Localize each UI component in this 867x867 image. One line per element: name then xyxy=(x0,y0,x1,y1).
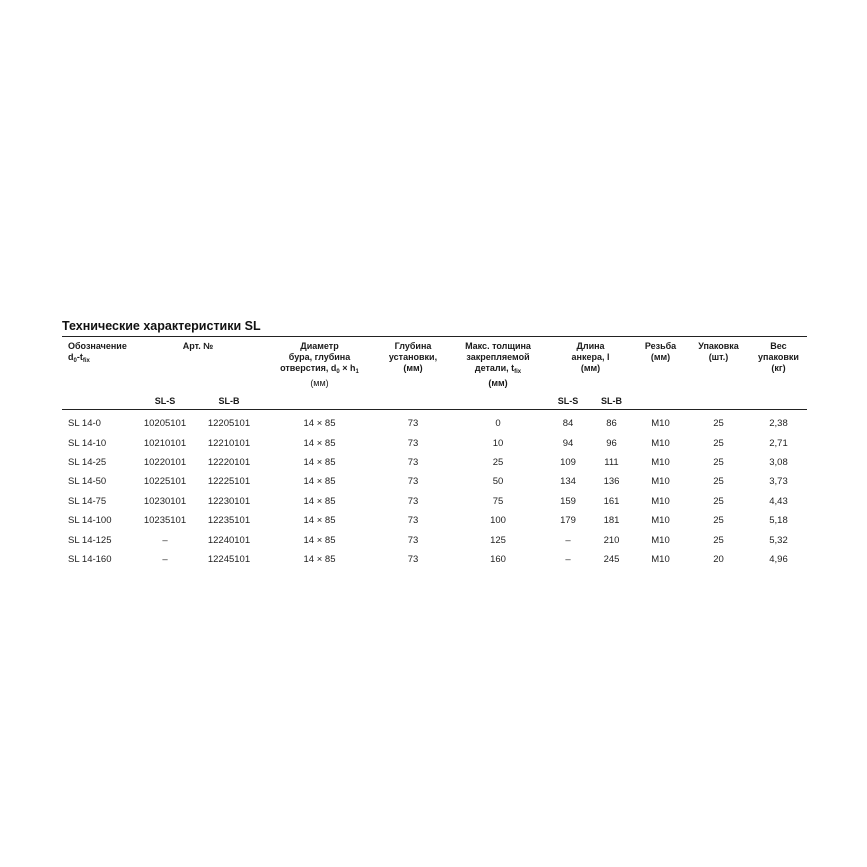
cell-length-slb: 111 xyxy=(604,456,619,468)
header-row xyxy=(62,337,807,393)
header-depth-l1: Глубина xyxy=(394,341,432,351)
cell-pack: 25 xyxy=(713,495,724,507)
header-fix-l2: закрепляемой xyxy=(466,352,530,362)
cell-drill: 14 × 85 xyxy=(303,456,336,468)
header-depth-unit: (мм) xyxy=(403,363,423,373)
cell-pack: 20 xyxy=(713,553,724,565)
cell-designation: SL 14-50 xyxy=(68,476,107,488)
table-body xyxy=(62,410,807,569)
cell-length-slb: 245 xyxy=(603,553,620,565)
header-length-unit: (мм) xyxy=(580,363,601,373)
cell-length-slb: 161 xyxy=(603,495,620,507)
cell-art-slb: 12210101 xyxy=(207,437,251,449)
cell-length-slb: 86 xyxy=(606,418,617,430)
table-row xyxy=(62,492,807,511)
header-length-sls: SL-S xyxy=(557,396,579,406)
cell-length-sls: – xyxy=(565,534,571,546)
header-fix-l1: Макс. толщина xyxy=(465,341,531,351)
table-row xyxy=(62,433,807,452)
cell-length-sls: – xyxy=(565,553,571,565)
cell-thread: M10 xyxy=(651,437,670,449)
cell-drill: 14 × 85 xyxy=(303,476,336,488)
header-drill-l2: бура, глубина xyxy=(288,352,351,362)
cell-length-sls: 134 xyxy=(560,476,576,488)
cell-pack: 25 xyxy=(713,456,724,468)
cell-length-slb: 210 xyxy=(603,534,620,546)
cell-art-slb: 12225101 xyxy=(207,476,251,488)
header-thread-l1: Резьба xyxy=(644,341,677,351)
cell-art-slb: 12245101 xyxy=(207,553,251,565)
table-row xyxy=(62,410,807,433)
header-thread-unit: (мм) xyxy=(650,352,671,362)
cell-weight: 3,08 xyxy=(769,456,788,468)
cell-art-sls: 10220101 xyxy=(143,456,187,468)
header-art-slb: SL-B xyxy=(218,396,240,406)
table-row xyxy=(62,530,807,549)
cell-depth: 73 xyxy=(407,515,419,527)
header-designation-sep: -t xyxy=(76,352,83,362)
cell-fix: 10 xyxy=(492,437,504,449)
cell-depth: 73 xyxy=(407,495,419,507)
cell-fix: 50 xyxy=(492,476,504,488)
table-row xyxy=(62,550,807,569)
cell-weight: 5,32 xyxy=(769,534,788,546)
cell-depth: 73 xyxy=(407,437,419,449)
cell-thread: M10 xyxy=(651,456,670,468)
header-fix-unit: (мм) xyxy=(488,378,508,388)
header-weight-l1: Вес xyxy=(770,341,787,351)
cell-designation: SL 14-125 xyxy=(68,534,112,546)
cell-weight: 2,71 xyxy=(769,437,788,449)
cell-weight: 4,43 xyxy=(769,495,788,507)
cell-art-sls: – xyxy=(162,553,168,565)
cell-weight: 2,38 xyxy=(769,418,788,430)
header-fix-sub: fix xyxy=(514,369,522,375)
cell-designation: SL 14-25 xyxy=(68,456,107,468)
cell-fix: 160 xyxy=(490,553,506,565)
header-drill-l3b: × h xyxy=(339,363,356,373)
header-drill-l3a: отверстия, d xyxy=(280,363,337,373)
cell-depth: 73 xyxy=(407,476,419,488)
header-art xyxy=(134,337,262,393)
cell-thread: M10 xyxy=(651,534,670,546)
cell-art-slb: 12235101 xyxy=(207,515,251,527)
header-fix xyxy=(449,337,547,409)
spec-table xyxy=(62,337,807,569)
cell-pack: 25 xyxy=(713,437,724,449)
cell-art-sls: 10230101 xyxy=(143,495,187,507)
header-depth-l2: установки, xyxy=(388,352,438,362)
cell-pack: 25 xyxy=(713,534,724,546)
cell-designation: SL 14-100 xyxy=(68,515,112,527)
header-weight-l2: упаковки xyxy=(758,352,799,362)
header-designation-d: d xyxy=(68,352,74,362)
cell-pack: 25 xyxy=(713,476,724,488)
header-drill-sub2: 1 xyxy=(355,369,359,375)
cell-length-sls: 159 xyxy=(560,495,576,507)
cell-length-slb: 181 xyxy=(603,515,620,527)
cell-art-slb: 12220101 xyxy=(207,456,251,468)
cell-length-sls: 109 xyxy=(560,456,576,468)
header-weight xyxy=(750,337,807,409)
cell-drill: 14 × 85 xyxy=(303,495,336,507)
cell-art-sls: 10205101 xyxy=(143,418,187,430)
cell-thread: M10 xyxy=(651,515,670,527)
cell-length-sls: 179 xyxy=(560,515,576,527)
cell-drill: 14 × 85 xyxy=(303,534,336,546)
cell-fix: 0 xyxy=(495,418,501,430)
cell-designation: SL 14-10 xyxy=(68,437,107,449)
cell-fix: 125 xyxy=(490,534,506,546)
cell-thread: M10 xyxy=(651,553,670,565)
cell-fix: 100 xyxy=(490,515,506,527)
cell-length-slb: 96 xyxy=(606,437,617,449)
header-designation-label: Обозначение xyxy=(68,341,127,351)
cell-fix: 25 xyxy=(492,456,504,468)
cell-length-sls: 84 xyxy=(562,418,574,430)
cell-art-sls: – xyxy=(162,534,168,546)
header-designation-d-sub: 0 xyxy=(73,358,77,364)
cell-length-slb: 136 xyxy=(603,476,620,488)
cell-designation: SL 14-0 xyxy=(68,418,101,430)
header-pack-l1: Упаковка xyxy=(698,341,739,351)
table-title: Технические характеристики SL xyxy=(62,319,261,333)
cell-depth: 73 xyxy=(407,418,419,430)
cell-depth: 73 xyxy=(407,534,419,546)
table-row xyxy=(62,511,807,530)
header-drill-l1: Диаметр xyxy=(300,341,339,351)
cell-drill: 14 × 85 xyxy=(303,553,336,565)
cell-art-slb: 12230101 xyxy=(207,495,251,507)
cell-thread: M10 xyxy=(651,495,670,507)
cell-drill: 14 × 85 xyxy=(303,418,336,430)
header-designation xyxy=(62,337,134,409)
header-pack xyxy=(687,337,750,409)
cell-length-sls: 94 xyxy=(562,437,574,449)
header-designation-t-sub: fix xyxy=(82,358,90,364)
header-drill-unit: (мм) xyxy=(310,378,329,388)
header-depth xyxy=(377,337,449,409)
header-art-sls: SL-S xyxy=(154,396,176,406)
cell-weight: 4,96 xyxy=(769,553,788,565)
cell-art-sls: 10210101 xyxy=(143,437,187,449)
cell-designation: SL 14-75 xyxy=(68,495,107,507)
cell-drill: 14 × 85 xyxy=(303,437,336,449)
cell-weight: 3,73 xyxy=(769,476,788,488)
table-row xyxy=(62,472,807,491)
cell-fix: 75 xyxy=(492,495,504,507)
header-length xyxy=(547,337,634,393)
header-length-slb: SL-B xyxy=(601,396,622,406)
table-row xyxy=(62,453,807,472)
header-art-label: Арт. № xyxy=(182,341,214,351)
header-drill-sub1: 0 xyxy=(336,369,340,375)
spec-table-block xyxy=(62,318,807,569)
cell-art-slb: 12240101 xyxy=(207,534,251,546)
cell-depth: 73 xyxy=(407,456,419,468)
cell-thread: M10 xyxy=(651,418,670,430)
cell-weight: 5,18 xyxy=(769,515,788,527)
header-pack-unit: (шт.) xyxy=(708,352,729,362)
cell-pack: 25 xyxy=(713,418,724,430)
cell-thread: M10 xyxy=(651,476,670,488)
header-thread xyxy=(634,337,687,409)
header-length-l2: анкера, l xyxy=(571,352,610,362)
header-drill xyxy=(262,337,377,409)
cell-art-sls: 10235101 xyxy=(143,515,187,527)
cell-depth: 73 xyxy=(407,553,419,565)
cell-drill: 14 × 85 xyxy=(303,515,336,527)
cell-art-slb: 12205101 xyxy=(207,418,251,430)
header-fix-l3a: детали, t xyxy=(474,363,515,373)
cell-designation: SL 14-160 xyxy=(68,553,112,565)
cell-art-sls: 10225101 xyxy=(143,476,187,488)
cell-pack: 25 xyxy=(713,515,724,527)
header-length-l1: Длина xyxy=(576,341,605,351)
header-weight-unit: (кг) xyxy=(771,363,786,373)
